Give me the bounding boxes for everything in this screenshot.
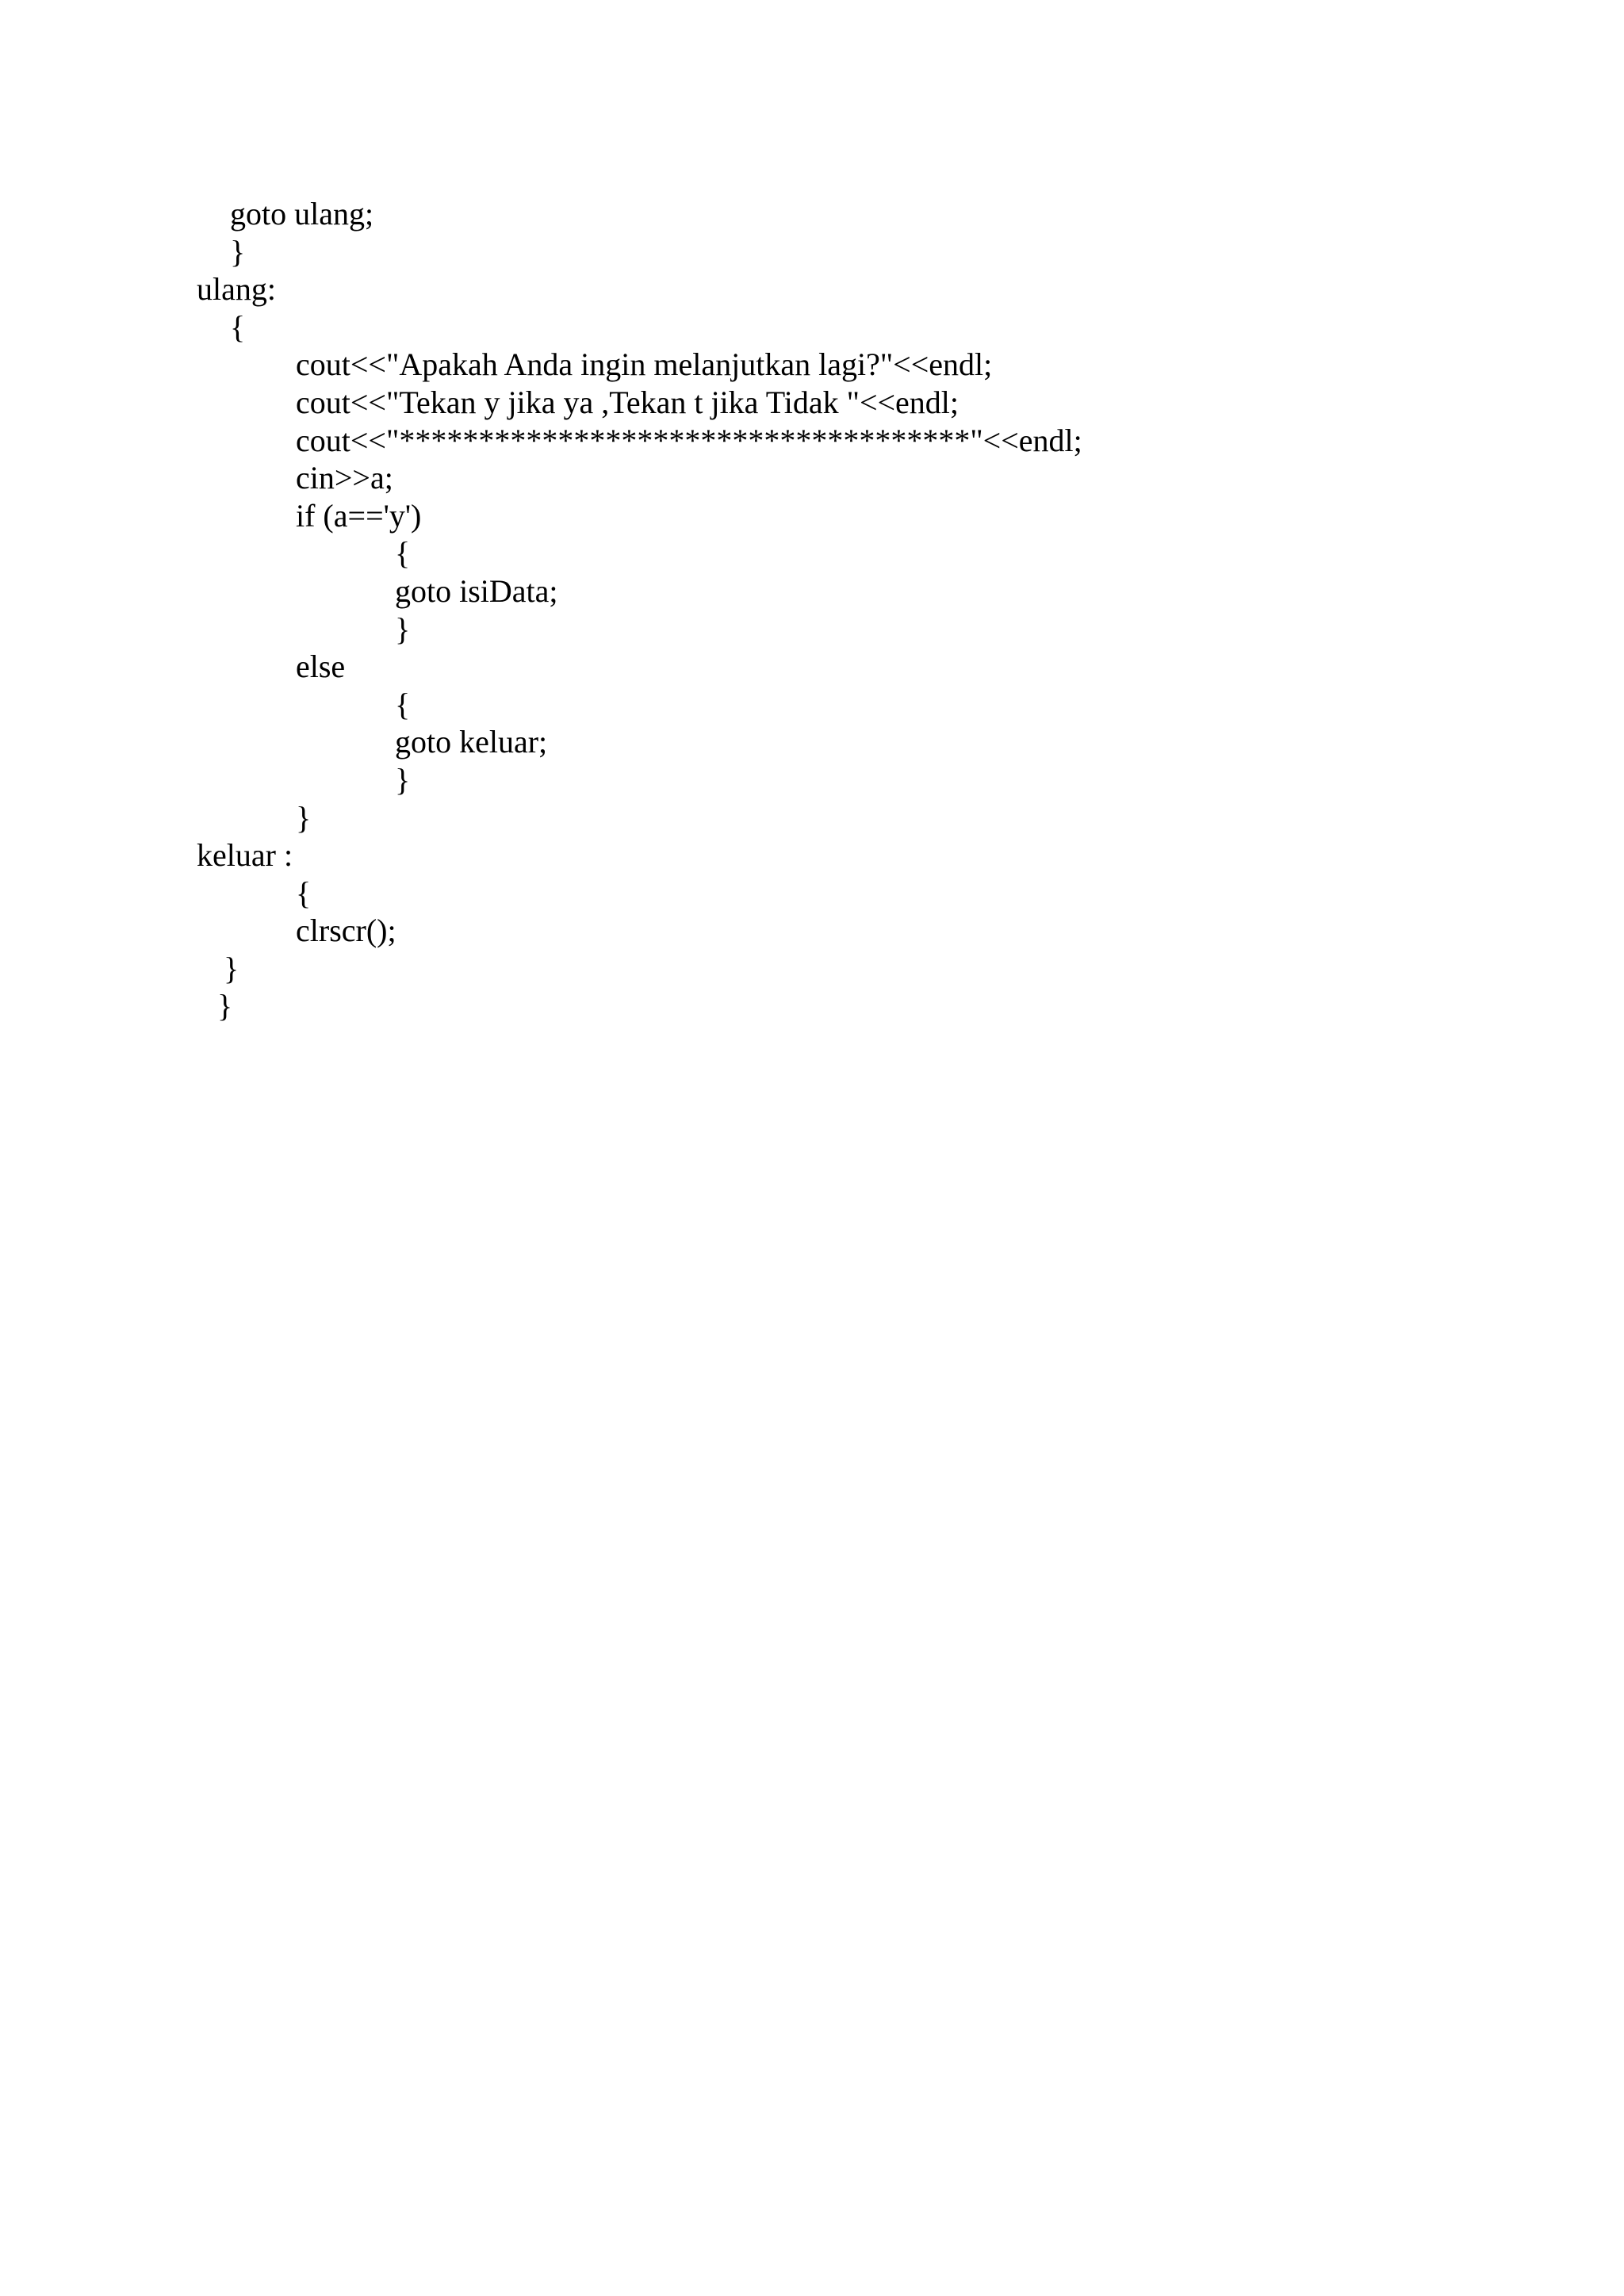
code-line: clrscr();: [296, 913, 396, 949]
code-line: }: [224, 950, 239, 986]
code-line: cin>>a;: [296, 460, 393, 496]
code-line: ulang:: [197, 271, 276, 308]
code-line: {: [296, 874, 312, 911]
code-line: }: [217, 988, 233, 1024]
code-line: goto isiData;: [395, 572, 558, 609]
code-line: }: [395, 610, 411, 647]
code-line: goto keluar;: [395, 724, 548, 760]
code-line: cout<<"Tekan y jika ya ,Tekan t jika Tidak "<<endl;: [296, 384, 959, 420]
code-line: goto ulang;: [230, 196, 374, 232]
code-line: else: [296, 649, 346, 685]
code-line: cout<<"Apakah Anda ingin melanjutkan lagi?"<<endl;: [296, 346, 993, 383]
code-line: if (a=='y'): [296, 497, 422, 534]
code-line: keluar :: [197, 837, 293, 874]
code-line: }: [230, 233, 246, 270]
code-line: {: [230, 308, 246, 345]
code-line: {: [395, 535, 411, 572]
code-line: }: [296, 799, 312, 836]
code-line: cout<<"************************************"<<endl;: [296, 422, 1082, 458]
code-line: }: [395, 761, 411, 798]
code-listing: [197, 195, 1545, 1025]
code-line: {: [395, 686, 411, 722]
